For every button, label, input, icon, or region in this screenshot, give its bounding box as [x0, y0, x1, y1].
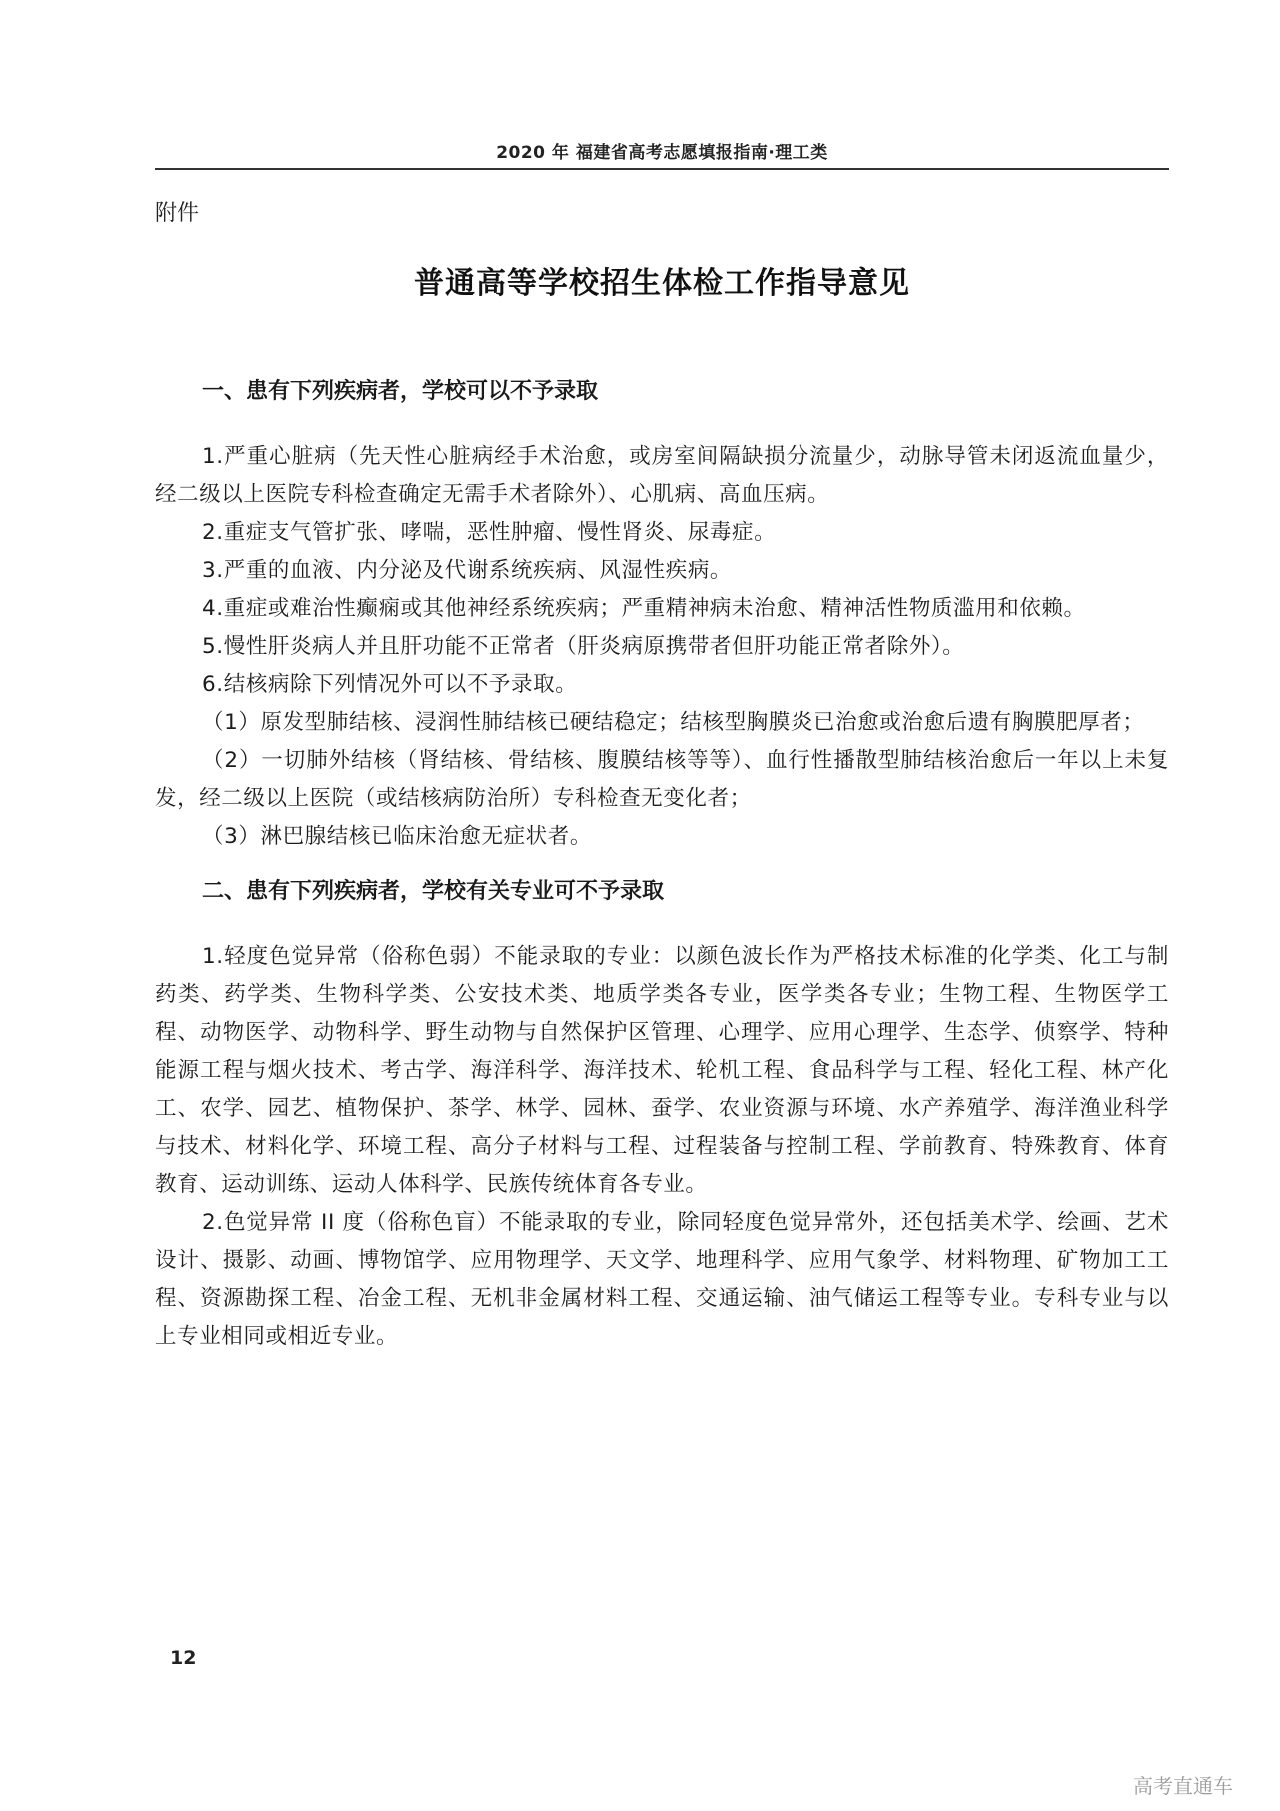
page-title: 普通高等学校招生体检工作指导意见	[414, 266, 910, 301]
paragraph: 6.结核病除下列情况外可以不予录取。	[202, 672, 578, 697]
paragraph: （1）原发型肺结核、浸润性肺结核已硬结稳定；结核型胸膜炎已治愈或治愈后遗有胸膜肥厚者；	[202, 710, 1145, 735]
paragraph: 2.色觉异常 II 度（俗称色盲）不能录取的专业，除同轻度色觉异常外，还包括美术学、绘画、艺术设计、摄影、动画、博物馆学、应用物理学、天文学、地理科学、应用气象学、材料物理、矿物加工工程、资源勘探工程、冶金工程、无机非金属材料工程、交通运输、油气储运工程等专业。专科专业与以上专业相同或相近专业。	[155, 1210, 1169, 1349]
watermark: 高考直通车	[1133, 1774, 1233, 1798]
running-header: 2020 年 福建省高考志愿填报指南·理工类	[496, 143, 828, 163]
header-divider	[155, 168, 1169, 170]
document-body	[155, 376, 1169, 1356]
section-1	[155, 376, 1169, 856]
section-heading: 一、患有下列疾病者，学校可以不予录取	[202, 379, 599, 404]
paragraph: 1.严重心脏病（先天性心脏病经手术治愈，或房室间隔缺损分流量少，动脉导管未闭返流血量少，经二级以上医院专科检查确定无需手术者除外）、心肌病、高血压病。	[155, 444, 1169, 507]
paragraph: 1.轻度色觉异常（俗称色弱）不能录取的专业：以颜色波长作为严格技术标准的化学类、化工与制药类、药学类、生物科学类、公安技术类、地质学类各专业，医学类各专业；生物工程、生物医学工程、动物医学、动物科学、野生动物与自然保护区管理、心理学、应用心理学、生态学、侦察学、特种能源工程与烟火技术、考古学、海洋科学、海洋技术、轮机工程、食品科学与工程、轻化工程、林产化工、农学、园艺、植物保护、茶学、林学、园林、蚕学、农业资源与环境、水产养殖学、海洋渔业科学与技术、材料化学、环境工程、高分子材料与工程、过程装备与控制工程、学前教育、特殊教育、体育教育、运动训练、运动人体科学、民族传统体育各专业。	[155, 944, 1169, 1197]
paragraph: 2.重症支气管扩张、哮喘，恶性肿瘤、慢性肾炎、尿毒症。	[202, 520, 777, 545]
section-heading: 二、患有下列疾病者，学校有关专业可不予录取	[202, 879, 665, 904]
attachment-label: 附件	[155, 201, 200, 226]
section-2	[155, 876, 1169, 1356]
paragraph: 5.慢性肝炎病人并且肝功能不正常者（肝炎病原携带者但肝功能正常者除外）。	[202, 634, 965, 659]
paragraph: 3.严重的血液、内分泌及代谢系统疾病、风湿性疾病。	[202, 558, 733, 583]
page-number: 12	[170, 1647, 197, 1669]
paragraph: （2）一切肺外结核（肾结核、骨结核、腹膜结核等等）、血行性播散型肺结核治愈后一年以上未复发，经二级以上医院（或结核病防治所）专科检查无变化者；	[155, 748, 1169, 811]
paragraph: 4.重症或难治性癫痫或其他神经系统疾病；严重精神病未治愈、精神活性物质滥用和依赖。	[202, 596, 1086, 621]
paragraph: （3）淋巴腺结核已临床治愈无症状者。	[202, 824, 592, 849]
